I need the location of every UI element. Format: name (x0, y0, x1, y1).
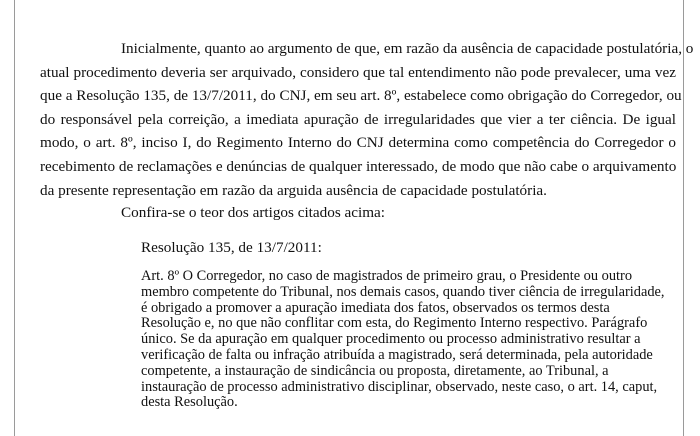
quote-line: instauração de processo administrativo disciplinar, observado, neste caso, o art. 14, caput, (141, 378, 658, 395)
paragraph-line: que a Resolução 135, de 13/7/2011, do CNJ, em seu art. 8º, estabelece como obrigação do Corregedor, ou (40, 87, 682, 105)
quote-line: verificação de falta ou infração atribuída a magistrado, será determinada, pela autoridade (141, 346, 653, 363)
paragraph-line: atual procedimento deveria ser arquivado, considero que tal entendimento não pode prevalecer, uma vez (40, 63, 676, 81)
quoted-article (141, 268, 665, 411)
main-paragraph (40, 37, 694, 202)
right-margin-line (683, 0, 684, 436)
paragraph-line: modo, o art. 8º, inciso I, do Regimento Interno do CNJ determina como competência do Corregedor o (40, 134, 676, 152)
quote-line: desta Resolução. (141, 394, 238, 411)
quote-line: único. Se da apuração em qualquer procedimento ou processo administrativo resultar a (141, 331, 641, 348)
quote-line: Art. 8º O Corregedor, no caso de magistrados de primeiro grau, o Presidente ou outro (141, 268, 633, 284)
confira-text: Confira-se o teor dos artigos citados acima: (121, 204, 386, 221)
paragraph-line: recebimento de reclamações e denúncias de qualquer interessado, de modo que não cabe o arquivamento (40, 157, 677, 175)
paragraph-line: Inicialmente, quanto ao argumento de que, em razão da ausência de capacidade postulatória, o (121, 40, 694, 57)
quote-line: competente, a instauração de sindicância ou proposta, diretamente, ao Tribunal, a (141, 362, 609, 379)
quote-line: membro competente do Tribunal, nos demais casos, quando tiver ciência de irregularidade, (141, 283, 665, 300)
left-margin-line (14, 0, 15, 436)
resolution-heading: Resolução 135, de 13/7/2011: (141, 239, 322, 256)
quote-line: é obrigado a promover a apuração imediata dos fatos, observados os termos desta (141, 299, 610, 316)
paragraph-line: do responsável pela correição, a imediata apuração de irregularidades que vier a ter ciência. De igual (40, 110, 676, 128)
quote-line: Resolução e, no que não conflitar com esta, do Regimento Interno respectivo. Parágrafo (141, 315, 648, 332)
paragraph-line: da presente representação em razão da arguida ausência de capacidade postulatória. (40, 181, 547, 199)
